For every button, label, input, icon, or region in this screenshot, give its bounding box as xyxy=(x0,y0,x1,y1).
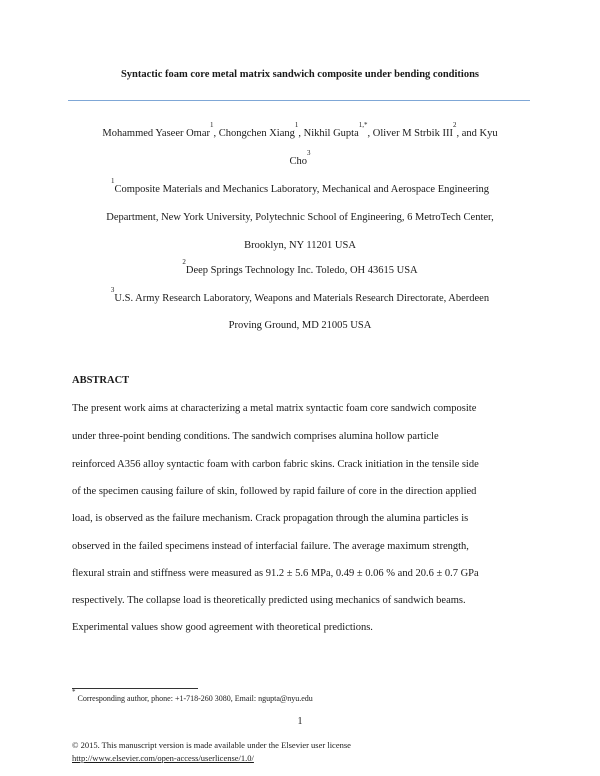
abstract-line: flexural strain and stiffness were measured as 91.2 ± 5.6 MPa, 0.49 ± 0.06 % and 20.6 ± 0.7 GPa xyxy=(72,568,479,579)
author-name: , and Kyu xyxy=(456,128,498,139)
affiliation-sup: 1 xyxy=(110,177,115,185)
author-sup: 1 xyxy=(210,121,214,129)
footnote-mark: * xyxy=(72,688,76,696)
affiliation-text: Composite Materials and Mechanics Laboratory, Mechanical and Aerospace Engineering xyxy=(114,184,490,195)
affiliation-3-cont: Proving Ground, MD 21005 USA xyxy=(228,320,372,331)
affiliation-1 xyxy=(0,177,600,197)
affiliation-sup: 2 xyxy=(182,258,186,266)
author-line-1 xyxy=(0,121,600,141)
author-name: Mohammed Yaseer Omar xyxy=(102,128,211,139)
license-text: © 2015. This manuscript version is made available under the Elsevier user license xyxy=(72,740,351,750)
footnote-text: Corresponding author, phone: +1-718-260 3080, Email: ngupta@nyu.edu xyxy=(75,694,313,703)
abstract-line: Experimental values show good agreement with theoretical predictions. xyxy=(72,622,373,633)
affiliation-text: U.S. Army Research Laboratory, Weapons and Materials Research Directorate, Aberdeen xyxy=(114,293,490,304)
license-link[interactable]: http://www.elsevier.com/open-access/userlicense/1.0/ xyxy=(72,753,254,763)
affiliation-sup: 3 xyxy=(110,286,115,294)
affiliation-1-cont: Department, New York University, Polytechnic School of Engineering, 6 MetroTech Center, xyxy=(106,212,494,223)
abstract-line: observed in the failed specimens instead of interfacial failure. The average maximum strength, xyxy=(72,541,469,552)
affiliation-3 xyxy=(0,286,600,306)
author-name: Cho xyxy=(289,156,307,167)
affiliation-2 xyxy=(0,258,600,278)
page-number: 1 xyxy=(297,716,303,727)
author-name: , Oliver M Strbik III xyxy=(367,128,453,139)
affiliation-text: Deep Springs Technology Inc. Toledo, OH 43615 USA xyxy=(185,265,418,276)
paper-title: Syntactic foam core metal matrix sandwich composite under bending conditions xyxy=(120,69,480,80)
author-name: , Nikhil Gupta xyxy=(298,128,359,139)
author-sup: 3 xyxy=(307,149,311,157)
author-name: , Chongchen Xiang xyxy=(213,128,295,139)
abstract-line: under three-point bending conditions. The sandwich comprises alumina hollow particle xyxy=(72,431,439,442)
license-line-2 xyxy=(72,753,254,763)
affiliation-1-cont: Brooklyn, NY 11201 USA xyxy=(244,240,356,251)
author-sup: 1,* xyxy=(358,121,368,129)
abstract-heading: ABSTRACT xyxy=(72,375,130,386)
footnote-divider xyxy=(72,688,198,689)
abstract-line: The present work aims at characterizing a metal matrix syntactic foam core sandwich composite xyxy=(72,403,477,414)
author-line-2 xyxy=(0,149,600,169)
abstract-line: reinforced A356 alloy syntactic foam with carbon fabric skins. Crack initiation in the tensile side xyxy=(72,459,479,470)
author-sup: 1 xyxy=(294,121,299,129)
abstract-line: respectively. The collapse load is theoretically predicted using mechanics of sandwich beams. xyxy=(72,595,466,606)
footnote xyxy=(72,688,313,703)
author-sup: 2 xyxy=(452,121,457,129)
abstract-line: of the specimen causing failure of skin, followed by rapid failure of core in the direction applied xyxy=(72,486,477,497)
abstract-line: load, is observed as the failure mechanism. Crack propagation through the alumina particles is xyxy=(72,513,469,524)
title-divider xyxy=(68,100,530,101)
